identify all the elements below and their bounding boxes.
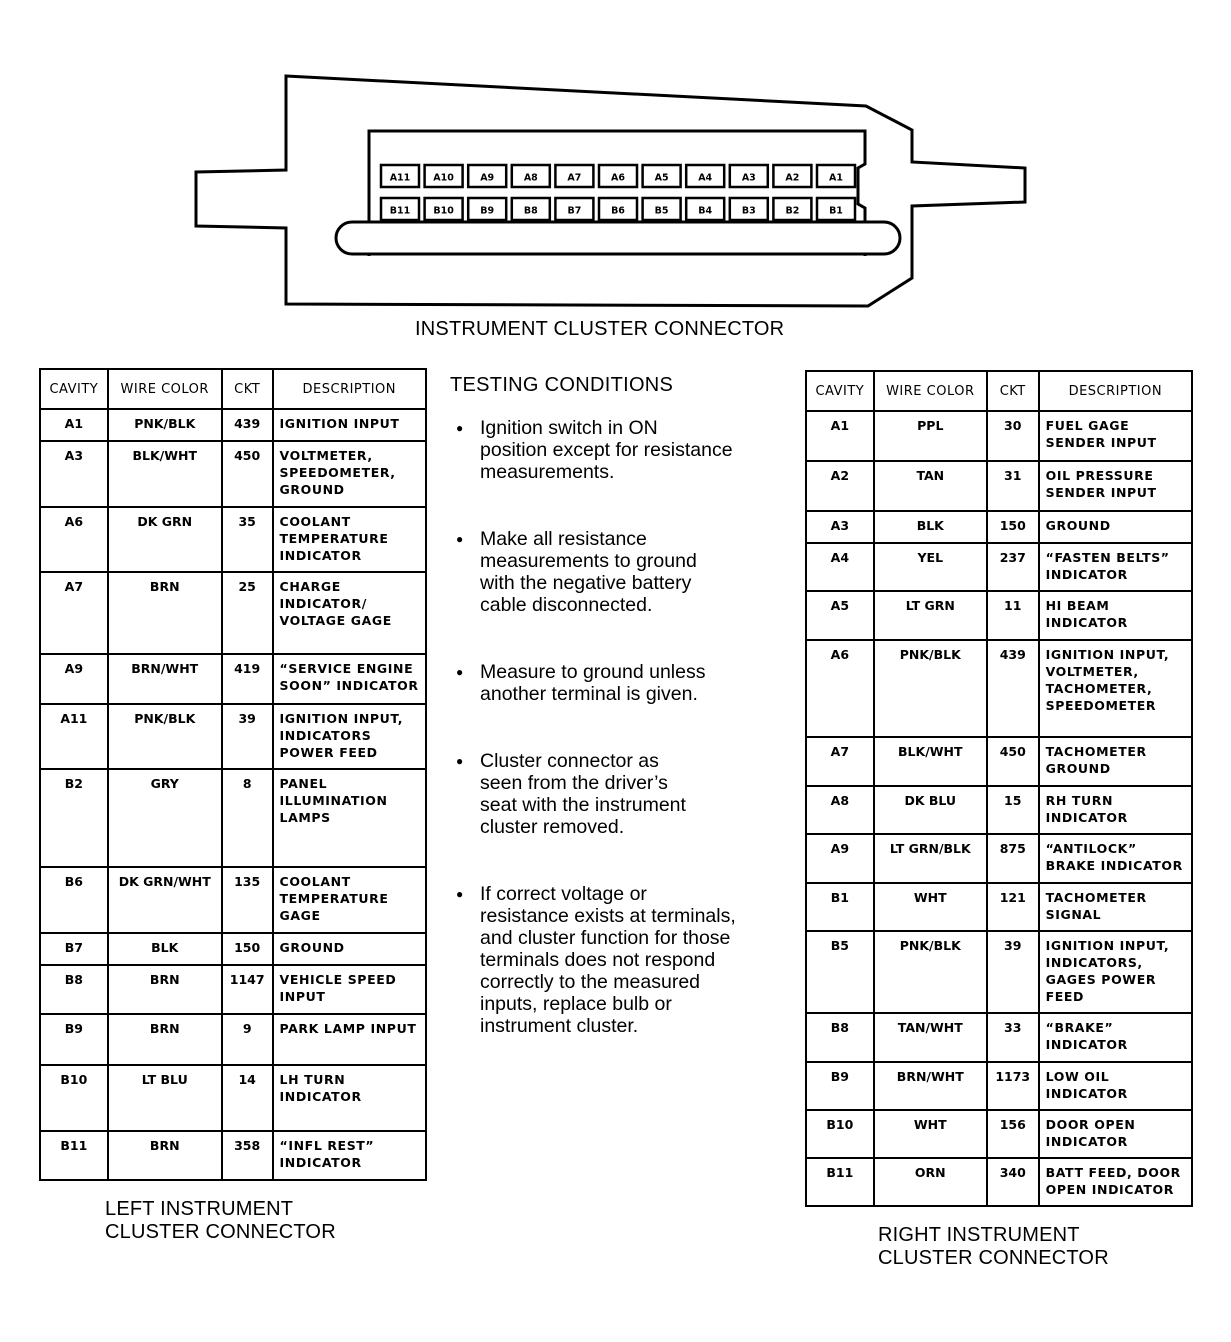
- description-cell: [1039, 543, 1192, 591]
- column-header-wire-color: WIRE COLOR: [874, 371, 987, 411]
- pin-label: A1: [829, 172, 843, 184]
- pin-label: A9: [480, 172, 495, 184]
- description-cell: [273, 572, 426, 654]
- wire-color-cell: WHT: [874, 1110, 987, 1158]
- cavity-cell: A7: [40, 572, 108, 654]
- testing-bullet-line: ● Make all resistance: [480, 528, 647, 550]
- cavity-cell: A7: [806, 737, 874, 786]
- description-line: GAGES POWER: [1045, 972, 1157, 987]
- description-line: LOW OIL: [1045, 1069, 1110, 1084]
- ckt-cell: 1147: [222, 965, 273, 1014]
- wire-color-cell: DK BLU: [874, 786, 987, 834]
- ckt-cell: 15: [987, 786, 1039, 834]
- cavity-cell: B11: [40, 1131, 108, 1180]
- description-cell: [273, 654, 426, 704]
- column-header-wire-color: WIRE COLOR: [108, 369, 222, 409]
- description-line: INDICATORS: [279, 728, 372, 743]
- description-cell: [273, 1065, 426, 1131]
- table-row: [806, 1158, 1192, 1206]
- pin-label: B1: [829, 205, 843, 217]
- description-line: PANEL: [279, 776, 328, 791]
- ckt-cell: 439: [222, 409, 273, 441]
- description-line: INDICATOR: [1045, 810, 1128, 825]
- wire-color-cell: LT GRN/BLK: [874, 834, 987, 883]
- table-row: [806, 737, 1192, 786]
- description-cell: [273, 1131, 426, 1180]
- column-header-description: DESCRIPTION: [1039, 371, 1192, 411]
- ckt-cell: 450: [987, 737, 1039, 786]
- table-row: [40, 507, 426, 572]
- ckt-cell: 1173: [987, 1062, 1039, 1110]
- description-line: INDICATOR: [1045, 615, 1128, 630]
- table-row: [40, 409, 426, 441]
- description-line: LH TURN: [279, 1072, 346, 1087]
- table-row: [806, 511, 1192, 543]
- description-line: GROUND: [1045, 761, 1111, 776]
- cavity-cell: B9: [806, 1062, 874, 1110]
- description-line: IGNITION INPUT,: [1045, 647, 1170, 662]
- left-caption-line2: CLUSTER CONNECTOR: [105, 1221, 336, 1243]
- description-line: INDICATOR: [279, 1155, 362, 1170]
- description-line: TACHOMETER,: [1045, 681, 1153, 696]
- cavity-cell: B6: [40, 867, 108, 933]
- table-row: [806, 883, 1192, 931]
- description-cell: [1039, 931, 1192, 1013]
- testing-bullet: [450, 528, 790, 616]
- ckt-cell: 14: [222, 1065, 273, 1131]
- description-line: VEHICLE SPEED: [279, 972, 397, 987]
- wire-color-cell: BLK: [108, 933, 222, 965]
- right-caption-line2: CLUSTER CONNECTOR: [878, 1247, 1109, 1269]
- cavity-cell: A9: [40, 654, 108, 704]
- testing-bullet-line: measurements to ground: [480, 550, 697, 572]
- description-line: RH TURN: [1045, 793, 1114, 808]
- description-cell: [1039, 786, 1192, 834]
- description-line: INDICATORS,: [1045, 955, 1143, 970]
- ckt-cell: 33: [987, 1013, 1039, 1062]
- pin-label: B9: [480, 205, 495, 217]
- table-row: [40, 867, 426, 933]
- description-line: TACHOMETER: [1045, 890, 1147, 905]
- testing-bullet: [450, 883, 790, 1037]
- description-cell: [1039, 640, 1192, 737]
- description-cell: [1039, 461, 1192, 511]
- cavity-cell: B10: [806, 1110, 874, 1158]
- table-row: [806, 786, 1192, 834]
- wire-color-cell: PNK/BLK: [874, 640, 987, 737]
- ckt-cell: 8: [222, 769, 273, 867]
- ckt-cell: 135: [222, 867, 273, 933]
- description-cell: [273, 867, 426, 933]
- wire-color-cell: GRY: [108, 769, 222, 867]
- description-line: VOLTMETER,: [1045, 664, 1139, 679]
- description-line: POWER FEED: [279, 745, 378, 760]
- cavity-cell: B5: [806, 931, 874, 1013]
- wire-color-cell: PNK/BLK: [108, 704, 222, 769]
- testing-bullet-line: cable disconnected.: [480, 594, 653, 616]
- description-line: IGNITION INPUT,: [279, 711, 404, 726]
- column-header-cavity: CAVITY: [806, 371, 874, 411]
- pin-label: B6: [611, 205, 625, 217]
- description-cell: [1039, 1110, 1192, 1158]
- wire-color-cell: WHT: [874, 883, 987, 931]
- left-connector-table: [39, 368, 427, 1181]
- wire-color-cell: LT GRN: [874, 591, 987, 640]
- cavity-cell: B1: [806, 883, 874, 931]
- wire-color-cell: YEL: [874, 543, 987, 591]
- table-row: [806, 591, 1192, 640]
- description-line: OIL PRESSURE: [1045, 468, 1154, 483]
- left-caption-line1: LEFT INSTRUMENT: [105, 1198, 294, 1220]
- wire-color-cell: BRN: [108, 965, 222, 1014]
- ckt-cell: 419: [222, 654, 273, 704]
- wire-color-cell: BRN/WHT: [108, 654, 222, 704]
- connector-housing-outline: [196, 76, 1025, 306]
- cavity-cell: A1: [806, 411, 874, 461]
- description-cell: [273, 965, 426, 1014]
- description-line: SPEEDOMETER: [1045, 698, 1157, 713]
- description-line: INPUT: [279, 989, 326, 1004]
- table-row: [806, 411, 1192, 461]
- description-line: INDICATOR: [279, 548, 362, 563]
- wire-color-cell: ORN: [874, 1158, 987, 1206]
- table-row: [40, 654, 426, 704]
- testing-bullet-line: ● Cluster connector as: [480, 750, 659, 772]
- cavity-cell: B2: [40, 769, 108, 867]
- ckt-cell: 30: [987, 411, 1039, 461]
- description-line: PARK LAMP INPUT: [279, 1021, 417, 1036]
- wire-color-cell: DK GRN/WHT: [108, 867, 222, 933]
- description-line: INDICATOR: [1045, 567, 1128, 582]
- description-cell: [273, 769, 426, 867]
- wire-color-cell: BLK/WHT: [108, 441, 222, 507]
- cavity-cell: B7: [40, 933, 108, 965]
- pin-label: A5: [654, 172, 669, 184]
- column-header-description: DESCRIPTION: [273, 369, 426, 409]
- table-row: [40, 441, 426, 507]
- ckt-cell: 31: [987, 461, 1039, 511]
- left-table-caption: [105, 1198, 336, 1244]
- testing-bullet-line: ● If correct voltage or: [480, 883, 647, 905]
- pin-label: B3: [741, 205, 756, 217]
- table-row: [806, 1013, 1192, 1062]
- description-line: “ANTILOCK”: [1045, 841, 1137, 856]
- column-header-cavity: CAVITY: [40, 369, 108, 409]
- description-line: COOLANT: [279, 514, 351, 529]
- description-line: GROUND: [279, 482, 345, 497]
- pin-label: B2: [785, 205, 800, 217]
- wire-color-cell: PPL: [874, 411, 987, 461]
- description-line: SENDER INPUT: [1045, 435, 1157, 450]
- description-line: FUEL GAGE: [1045, 418, 1130, 433]
- testing-bullet-line: seat with the instrument: [480, 794, 686, 816]
- cavity-cell: B8: [806, 1013, 874, 1062]
- description-cell: [273, 409, 426, 441]
- cavity-cell: A8: [806, 786, 874, 834]
- cavity-cell: A9: [806, 834, 874, 883]
- table-row: [40, 1014, 426, 1065]
- description-line: VOLTAGE GAGE: [279, 613, 392, 628]
- description-line: SOON” INDICATOR: [279, 678, 419, 693]
- wire-color-cell: BRN/WHT: [874, 1062, 987, 1110]
- wire-color-cell: BLK/WHT: [874, 737, 987, 786]
- pin-label: B11: [389, 205, 411, 217]
- testing-bullet-line: with the negative battery: [480, 572, 692, 594]
- ckt-cell: 25: [222, 572, 273, 654]
- cavity-cell: A11: [40, 704, 108, 769]
- pin-label: B10: [433, 205, 454, 217]
- testing-bullet-line: correctly to the measured: [480, 971, 701, 993]
- description-line: IGNITION INPUT,: [1045, 938, 1170, 953]
- wire-color-cell: LT BLU: [108, 1065, 222, 1131]
- cavity-cell: A4: [806, 543, 874, 591]
- wire-color-cell: PNK/BLK: [874, 931, 987, 1013]
- testing-bullet-line: instrument cluster.: [480, 1015, 639, 1037]
- description-line: “SERVICE ENGINE: [279, 661, 414, 676]
- description-cell: [273, 507, 426, 572]
- ckt-cell: 156: [987, 1110, 1039, 1158]
- table-row: [806, 640, 1192, 737]
- description-cell: [1039, 1158, 1192, 1206]
- description-line: CHARGE: [279, 579, 341, 594]
- ckt-cell: 11: [987, 591, 1039, 640]
- cavity-cell: B9: [40, 1014, 108, 1065]
- pin-label: A7: [567, 172, 582, 184]
- testing-bullet-line: and cluster function for those: [480, 927, 731, 949]
- testing-bullet-line: ● Ignition switch in ON: [480, 417, 658, 439]
- description-line: SENDER INPUT: [1045, 485, 1157, 500]
- connector-diagram: [0, 0, 1231, 320]
- ckt-cell: 358: [222, 1131, 273, 1180]
- ckt-cell: 150: [222, 933, 273, 965]
- wire-color-cell: TAN: [874, 461, 987, 511]
- column-header-ckt: CKT: [222, 369, 273, 409]
- ckt-cell: 439: [987, 640, 1039, 737]
- description-line: BATT FEED, DOOR: [1045, 1165, 1181, 1180]
- cavity-cell: A2: [806, 461, 874, 511]
- pin-label: A10: [433, 172, 454, 184]
- ckt-cell: 121: [987, 883, 1039, 931]
- table-row: [806, 1062, 1192, 1110]
- description-line: LAMPS: [279, 810, 331, 825]
- testing-bullet: [450, 417, 790, 483]
- connector-pins: [381, 165, 855, 220]
- description-cell: [1039, 737, 1192, 786]
- description-line: GAGE: [279, 908, 321, 923]
- ckt-cell: 9: [222, 1014, 273, 1065]
- ckt-cell: 150: [987, 511, 1039, 543]
- description-line: INDICATOR: [279, 1089, 362, 1104]
- ckt-cell: 39: [987, 931, 1039, 1013]
- ckt-cell: 450: [222, 441, 273, 507]
- testing-bullet-line: another terminal is given.: [480, 683, 698, 705]
- cavity-cell: B11: [806, 1158, 874, 1206]
- right-table-caption: [878, 1224, 1109, 1270]
- pin-label: B5: [654, 205, 669, 217]
- ckt-cell: 39: [222, 704, 273, 769]
- pin-label: B8: [523, 205, 538, 217]
- table-row: [806, 1110, 1192, 1158]
- wire-color-cell: DK GRN: [108, 507, 222, 572]
- description-line: TEMPERATURE: [279, 891, 389, 906]
- pin-label: A8: [523, 172, 538, 184]
- pin-label: A2: [785, 172, 800, 184]
- table-row: [40, 1131, 426, 1180]
- cavity-cell: A5: [806, 591, 874, 640]
- wire-color-cell: BLK: [874, 511, 987, 543]
- testing-bullet-line: ● Measure to ground unless: [480, 661, 706, 683]
- description-line: VOLTMETER,: [279, 448, 373, 463]
- description-line: INDICATOR: [1045, 1037, 1128, 1052]
- table-row: [40, 769, 426, 867]
- description-line: HI BEAM: [1045, 598, 1110, 613]
- right-connector-table: [805, 370, 1193, 1207]
- connector-lock-tab: [336, 222, 900, 254]
- table-row: [806, 931, 1192, 1013]
- table-row: [40, 933, 426, 965]
- pin-label: A11: [389, 172, 411, 184]
- testing-bullet-line: measurements.: [480, 461, 615, 483]
- wire-color-cell: BRN: [108, 1131, 222, 1180]
- description-cell: [1039, 834, 1192, 883]
- description-cell: [1039, 591, 1192, 640]
- right-caption-line1: RIGHT INSTRUMENT: [878, 1224, 1080, 1246]
- description-line: “FASTEN BELTS”: [1045, 550, 1170, 565]
- table-row: [40, 572, 426, 654]
- description-line: IGNITION INPUT: [279, 416, 400, 431]
- cavity-cell: B8: [40, 965, 108, 1014]
- description-line: COOLANT: [279, 874, 351, 889]
- cavity-cell: A6: [40, 507, 108, 572]
- description-cell: [273, 441, 426, 507]
- description-line: DOOR OPEN: [1045, 1117, 1136, 1132]
- testing-bullet-line: position except for resistance: [480, 439, 733, 461]
- cavity-cell: A1: [40, 409, 108, 441]
- pin-label: A4: [698, 172, 713, 184]
- testing-bullet-line: inputs, replace bulb or: [480, 993, 672, 1015]
- description-cell: [273, 933, 426, 965]
- wire-color-cell: PNK/BLK: [108, 409, 222, 441]
- table-row: [806, 834, 1192, 883]
- pin-label: B4: [698, 205, 713, 217]
- description-cell: [1039, 1062, 1192, 1110]
- description-cell: [1039, 411, 1192, 461]
- description-line: INDICATOR/: [279, 596, 367, 611]
- testing-title: TESTING CONDITIONS: [450, 374, 674, 396]
- column-header-ckt: CKT: [987, 371, 1039, 411]
- description-line: OPEN INDICATOR: [1045, 1182, 1174, 1197]
- description-cell: [273, 1014, 426, 1065]
- description-line: ILLUMINATION: [279, 793, 388, 808]
- cavity-cell: B10: [40, 1065, 108, 1131]
- testing-bullet-line: cluster removed.: [480, 816, 625, 838]
- pin-label: A6: [611, 172, 625, 184]
- ckt-cell: 340: [987, 1158, 1039, 1206]
- description-cell: [1039, 883, 1192, 931]
- description-line: SIGNAL: [1045, 907, 1102, 922]
- description-line: “BRAKE”: [1045, 1020, 1114, 1035]
- ckt-cell: 35: [222, 507, 273, 572]
- description-line: TEMPERATURE: [279, 531, 389, 546]
- table-row: [40, 1065, 426, 1131]
- testing-bullet-line: terminals does not respond: [480, 949, 716, 971]
- cavity-cell: A6: [806, 640, 874, 737]
- table-row: [806, 543, 1192, 591]
- table-row: [806, 461, 1192, 511]
- description-line: SPEEDOMETER,: [279, 465, 396, 480]
- description-line: FEED: [1045, 989, 1085, 1004]
- description-line: BRAKE INDICATOR: [1045, 858, 1183, 873]
- testing-list: [450, 417, 790, 1037]
- testing-bullet: [450, 750, 790, 838]
- description-cell: [1039, 511, 1192, 543]
- testing-bullet-line: seen from the driver’s: [480, 772, 668, 794]
- description-line: GROUND: [279, 940, 345, 955]
- ckt-cell: 237: [987, 543, 1039, 591]
- wire-color-cell: BRN: [108, 1014, 222, 1065]
- table-row: [40, 965, 426, 1014]
- wire-color-cell: TAN/WHT: [874, 1013, 987, 1062]
- testing-conditions: [450, 374, 790, 1082]
- description-cell: [1039, 1013, 1192, 1062]
- description-cell: [273, 704, 426, 769]
- description-line: “INFL REST”: [279, 1138, 375, 1153]
- connector-caption: INSTRUMENT CLUSTER CONNECTOR: [415, 318, 785, 340]
- description-line: GROUND: [1045, 518, 1111, 533]
- wire-color-cell: BRN: [108, 572, 222, 654]
- testing-bullet-line: resistance exists at terminals,: [480, 905, 736, 927]
- testing-bullet: [450, 661, 790, 705]
- table-row: [40, 704, 426, 769]
- pin-label: B7: [567, 205, 582, 217]
- description-line: INDICATOR: [1045, 1134, 1128, 1149]
- description-line: INDICATOR: [1045, 1086, 1128, 1101]
- cavity-cell: A3: [40, 441, 108, 507]
- description-line: TACHOMETER: [1045, 744, 1147, 759]
- cavity-cell: A3: [806, 511, 874, 543]
- ckt-cell: 875: [987, 834, 1039, 883]
- pin-label: A3: [741, 172, 756, 184]
